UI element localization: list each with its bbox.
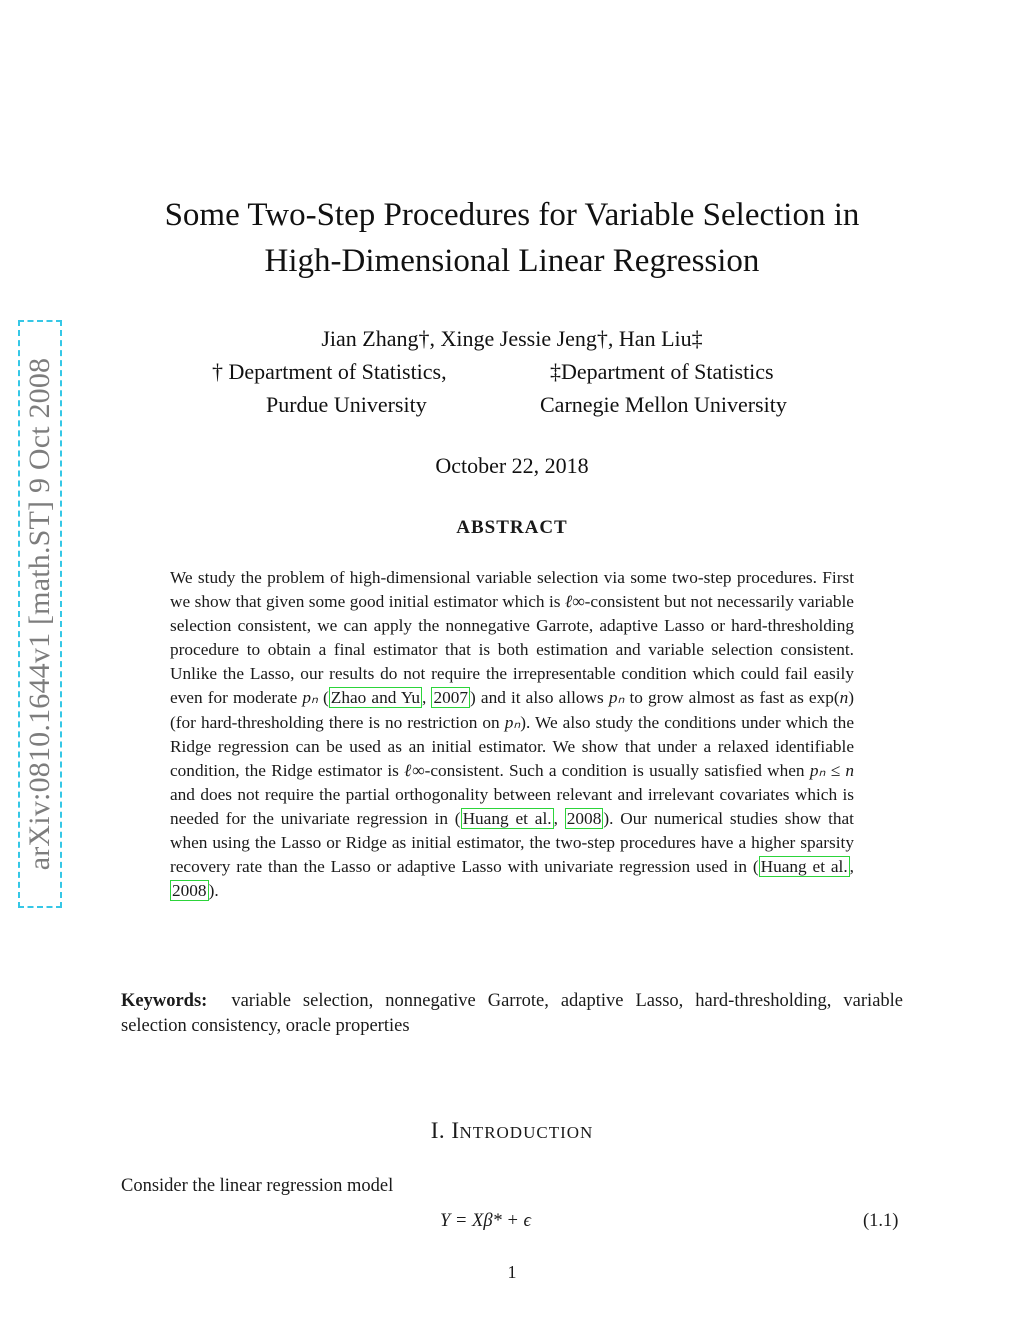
- abstract-text: -consistent but not necessarily variable selection consistent, we can apply the nonnegative Garrote, adaptive Lasso or hard-thresholding procedure to obtain a final estimator that is both estimation and variable selection consistent. Unlike the Lasso, our results do not require the irrepresentable condition which could fail easily even for moderate: [170, 592, 854, 708]
- section-title-rest: NTRODUCTION: [459, 1123, 594, 1142]
- keywords-text: variable selection, nonnegative Garrote, adaptive Lasso, hard-thresholding, variable selection consistency, oracle properties: [121, 991, 904, 1036]
- math-pn: pₙ: [608, 688, 625, 708]
- paper-title: [0, 192, 1024, 284]
- abstract-text: -consistent. Such a condition is usually satisfied when: [424, 760, 810, 780]
- abstract-text: ). We also study the conditions under which the Ridge regression can be used as an initial estimator. We show that under a relaxed identifiable condition, the Ridge estimator is: [170, 712, 854, 780]
- math-pn: pₙ: [302, 688, 318, 708]
- citation-year-link[interactable]: 2008: [172, 881, 207, 901]
- abstract-text: ).: [208, 881, 219, 901]
- abstract-text: to grow almost as fast as exp(: [624, 688, 840, 708]
- paper-date: October 22, 2018: [435, 453, 589, 478]
- math-n: n: [839, 688, 849, 708]
- affiliation-left-univ: Purdue University: [266, 392, 427, 417]
- citation-separator: ,: [422, 688, 432, 708]
- citation-separator: ,: [849, 857, 854, 877]
- affiliation-left-dept: † Department of Statistics,: [212, 359, 447, 384]
- section-number: I.: [430, 1118, 446, 1143]
- section-heading: [0, 1118, 1024, 1144]
- abstract-body: [170, 566, 854, 903]
- citation-link[interactable]: Huang et al.: [462, 808, 552, 828]
- abstract-text: ). Our numerical studies show that when using the Lasso or Ridge as initial estimator, the two-step procedures have a higher sparsity recovery rate than the Lasso or adaptive Lasso with univariate regression used in (: [170, 808, 854, 877]
- math-linf: ℓ∞: [565, 592, 585, 612]
- abstract-text: (: [317, 688, 329, 708]
- citation-year-link[interactable]: 2007: [433, 688, 469, 708]
- affiliation-right-univ: Carnegie Mellon University: [540, 392, 787, 417]
- arxiv-stamp-text[interactable]: arXiv:0810.1644v1 [math.ST] 9 Oct 2008: [23, 357, 56, 871]
- equation-1-1: Y = Xβ* + ϵ: [440, 1211, 531, 1231]
- citation-link[interactable]: Zhao and Yu: [330, 688, 421, 708]
- intro-sentence: Consider the linear regression model: [121, 1176, 394, 1196]
- affiliation-right-dept: ‡Department of Statistics: [550, 359, 774, 384]
- math-pn: pₙ: [504, 712, 521, 732]
- section-title-initial: I: [451, 1118, 460, 1143]
- page-number: 1: [507, 1262, 517, 1282]
- abstract-text: ) (for hard-thresholding there is no restriction on: [170, 688, 855, 732]
- abstract-text: We study the problem of high-dimensional variable selection via some two-step procedures. First we show that given some good initial estimator which is: [170, 568, 854, 612]
- abstract-heading: ABSTRACT: [456, 517, 568, 538]
- keywords-block: [121, 989, 903, 1038]
- abstract-text: and does not require the partial orthogonality between relevant and irrelevant covariates which is needed for the univariate regression in (: [170, 784, 854, 828]
- title-line-2: High-Dimensional Linear Regression: [264, 243, 760, 279]
- title-line-1: Some Two-Step Procedures for Variable Selection in: [164, 197, 860, 233]
- keywords-label: Keywords:: [121, 991, 208, 1011]
- citation-separator: ,: [553, 808, 565, 828]
- citation-link[interactable]: Huang et al.: [760, 857, 848, 877]
- math-pn-le-n: pₙ ≤ n: [809, 760, 854, 780]
- author-list: Jian Zhang†, Xinge Jessie Jeng†, Han Liu‡: [321, 326, 703, 351]
- citation-year-link[interactable]: 2008: [566, 808, 602, 828]
- math-linf: ℓ∞: [404, 760, 425, 780]
- abstract-text: ) and it also allows: [470, 688, 609, 708]
- equation-number: (1.1): [863, 1211, 899, 1231]
